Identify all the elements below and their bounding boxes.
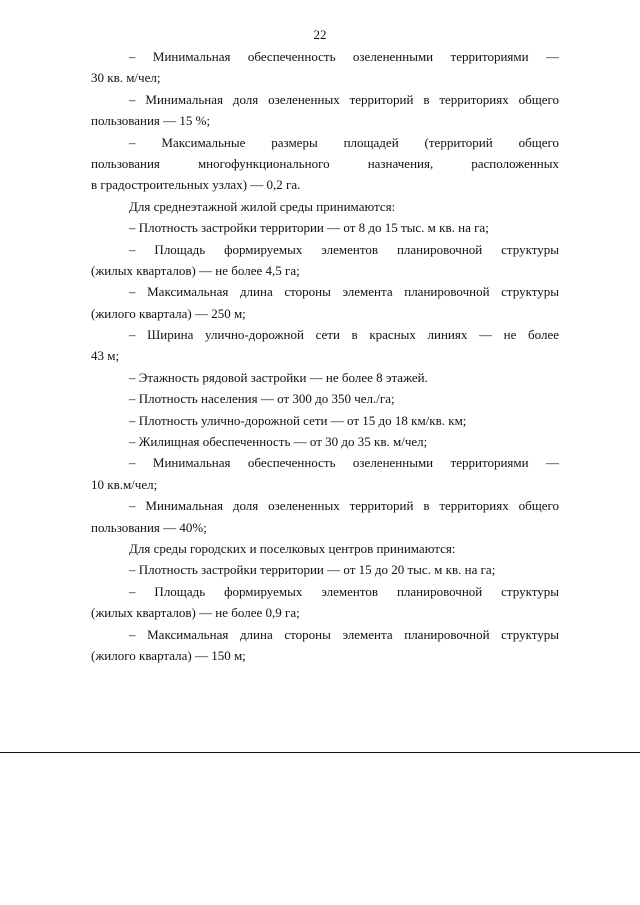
text-line: – Минимальная доля озелененных территорий в территориях общего [129, 498, 559, 514]
text-line: пользования многофункционального назначения, расположенных [91, 155, 559, 171]
text-line: Для среды городских и поселковых центров принимаются: [129, 540, 456, 556]
text-line: пользования — 40%; [91, 519, 207, 535]
text-line: – Минимальная обеспеченность озелененными территориями — [129, 455, 559, 471]
text-line: 30 кв. м/чел; [91, 70, 161, 86]
text-line: (жилых кварталов) — не более 4,5 га; [91, 262, 300, 278]
body-text [91, 46, 559, 666]
text-line: – Максимальная длина стороны элемента планировочной структуры [129, 626, 559, 642]
text-line: 43 м; [91, 348, 120, 364]
text-line: (жилого квартала) — 250 м; [91, 305, 246, 321]
text-line: – Максимальная длина стороны элемента планировочной структуры [129, 284, 559, 300]
text-line: – Максимальные размеры площадей (территорий общего [129, 134, 559, 150]
text-line: – Жилищная обеспеченность — от 30 до 35 кв. м/чел; [129, 434, 428, 450]
text-line: – Площадь формируемых элементов планировочной структуры [129, 241, 559, 257]
text-line: (жилых кварталов) — не более 0,9 га; [91, 605, 300, 621]
text-line: – Этажность рядовой застройки — не более 8 этажей. [129, 369, 428, 385]
text-line: – Минимальная обеспеченность озелененными территориями — [129, 49, 559, 64]
text-line: – Ширина улично-дорожной сети в красных линиях — не более [129, 327, 559, 343]
horizontal-rule [0, 752, 640, 753]
text-line: (жилого квартала) — 150 м; [91, 647, 246, 663]
page-number: 22 [313, 27, 327, 42]
text-line: Для среднеэтажной жилой среды принимаются: [129, 198, 396, 214]
text-line: – Минимальная доля озелененных территорий в территориях общего [129, 91, 559, 107]
text-line: 10 кв.м/чел; [91, 476, 158, 492]
text-line: – Плотность застройки территории — от 8 до 15 тыс. м кв. на га; [129, 220, 489, 236]
text-line: – Плотность застройки территории — от 15 до 20 тыс. м кв. на га; [129, 562, 496, 578]
text-line: – Плотность населения — от 300 до 350 чел./га; [129, 391, 395, 407]
text-line: – Площадь формируемых элементов планировочной структуры [129, 583, 559, 599]
text-line: в градостроительных узлах) — 0,2 га. [91, 177, 301, 193]
text-line: пользования — 15 %; [91, 113, 211, 129]
text-line: – Плотность улично-дорожной сети — от 15 до 18 км/кв. км; [129, 412, 467, 428]
